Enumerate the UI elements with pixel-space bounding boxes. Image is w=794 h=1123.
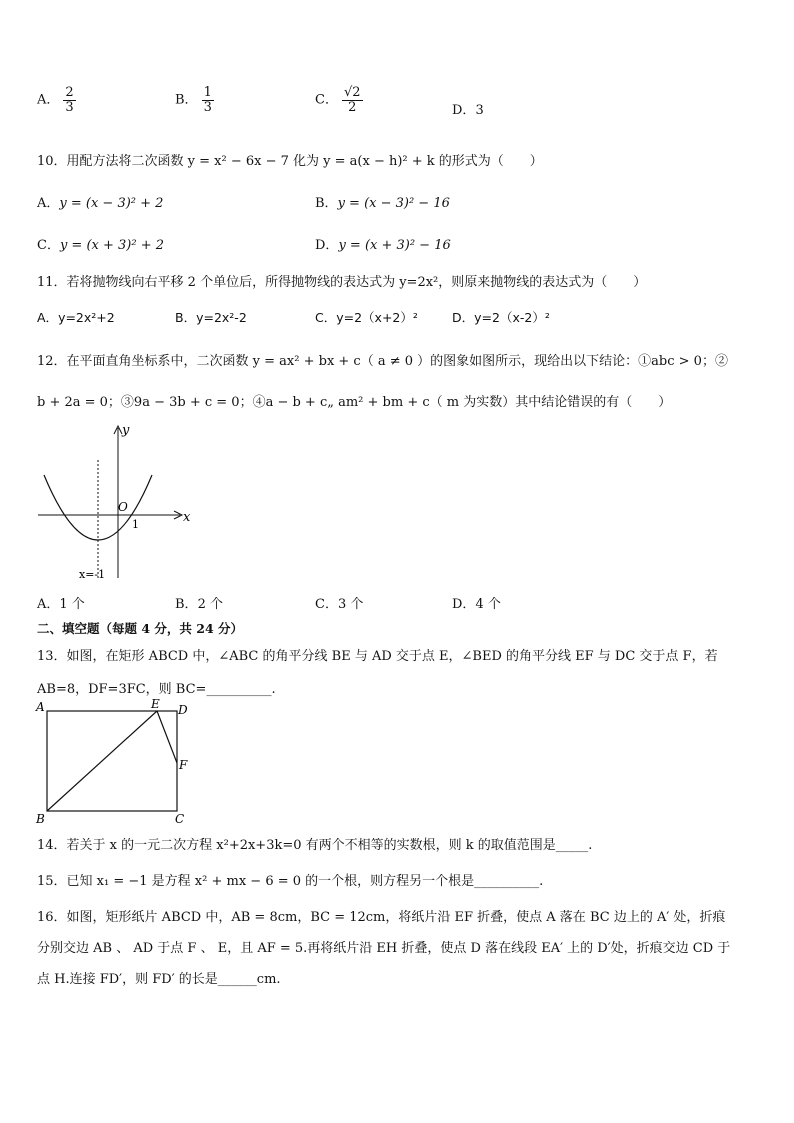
q9-option-c: C． $\frac{√2}{2}$ bbox=[315, 85, 361, 115]
q12-option-b: B．2 个 bbox=[175, 597, 223, 612]
q12-option-c: C．3 个 bbox=[315, 597, 364, 612]
q9-option-d: D．3 bbox=[452, 103, 484, 118]
q11-stem: 11．若将抛物线向右平移 2 个单位后，所得抛物线的表达式为 y=2x²，则原来抛物线的表达式为（ ） bbox=[37, 275, 647, 290]
label-b: B bbox=[36, 812, 45, 826]
q13-rectangle-figure bbox=[30, 697, 200, 827]
one-label: 1 bbox=[132, 518, 139, 531]
q9-c-numerator: √2 bbox=[343, 85, 361, 100]
rectangle-abcd bbox=[47, 711, 177, 811]
q10-option-b: B．y = (x − 3)² − 16 bbox=[315, 196, 450, 211]
q9-b-denominator: 3 bbox=[203, 99, 212, 115]
q9-b-numerator: 1 bbox=[203, 85, 212, 100]
q10-option-a: A．y = (x − 3)² + 2 bbox=[37, 196, 164, 211]
q9-c-denominator: 2 bbox=[348, 99, 357, 115]
q11-option-b: B．y=2x²-2 bbox=[175, 310, 247, 325]
label-a: A bbox=[36, 700, 45, 714]
q12-line2: b + 2a = 0；③9a − 3b + c = 0；④a − b + c„ am² + bm + c（ m 为实数）其中结论错误的有（ ） bbox=[37, 395, 672, 410]
q10-option-c: C．y = (x + 3)² + 2 bbox=[37, 238, 164, 253]
q11-option-d: D．y=2（x-2）² bbox=[452, 310, 550, 325]
q16-line1: 16．如图，矩形纸片 ABCD 中，AB = 8cm，BC = 12cm，将纸片沿 EF 折叠，使点 A 落在 BC 边上的 A′ 处，折痕 bbox=[37, 910, 726, 925]
q12-parabola-graph bbox=[30, 420, 200, 585]
symmetry-label: x=-1 bbox=[79, 568, 106, 581]
q14-text: 14．若关于 x 的一元二次方程 x²+2x+3k=0 有两个不相等的实数根，则 k 的取值范围是_____. bbox=[37, 838, 593, 853]
x-axis-label: x bbox=[183, 510, 191, 525]
q9-a-numerator: 2 bbox=[65, 85, 74, 100]
q11-option-c: C．y=2（x+2）² bbox=[315, 310, 418, 325]
label-e: E bbox=[151, 697, 160, 711]
q10-stem: 10．用配方法将二次函数 y = x² − 6x − 7 化为 y = a(x − h)² + k 的形式为（ ） bbox=[37, 154, 543, 169]
q10-option-d: D．y = (x + 3)² − 16 bbox=[315, 238, 451, 253]
q13-line1: 13．如图，在矩形 ABCD 中，∠ABC 的角平分线 BE 与 AD 交于点 E，∠BED 的角平分线 EF 与 DC 交于点 F，若 bbox=[37, 649, 718, 664]
q9-option-b: B． $\frac{1}{3}$ bbox=[175, 85, 212, 115]
y-axis-label: y bbox=[122, 423, 130, 438]
q12-option-d: D．4 个 bbox=[452, 597, 501, 612]
label-d: D bbox=[178, 703, 188, 717]
label-c: C bbox=[175, 812, 185, 826]
segment-be bbox=[47, 711, 157, 811]
q11-option-a: A．y=2x²+2 bbox=[37, 310, 115, 325]
q15-text: 15．已知 x₁ = −1 是方程 x² + mx − 6 = 0 的一个根，则方程另一个根是__________. bbox=[37, 874, 544, 889]
label-f: F bbox=[179, 758, 188, 772]
q16-line3: 点 H.连接 FD′，则 FD′ 的长是______cm. bbox=[37, 972, 281, 987]
segment-ef bbox=[157, 711, 177, 763]
q12-option-a: A．1 个 bbox=[37, 597, 85, 612]
origin-label: O bbox=[118, 500, 128, 514]
q9-option-a: A． $\frac{2}{3}$ bbox=[37, 85, 74, 115]
q12-line1: 12．在平面直角坐标系中，二次函数 y = ax² + bx + c（ a ≠ 0 ）的图象如图所示，现给出以下结论：①abc > 0；② bbox=[37, 354, 728, 369]
q16-line2: 分别交边 AB 、 AD 于点 F 、 E，且 AF = 5.再将纸片沿 EH 折叠，使点 D 落在线段 EA′ 上的 D′处，折痕交边 CD 于 bbox=[37, 941, 731, 956]
q13-line2: AB=8，DF=3FC，则 BC=__________. bbox=[37, 682, 276, 697]
section-title: 二、填空题（每题 4 分，共 24 分） bbox=[37, 621, 244, 636]
q9-a-denominator: 3 bbox=[65, 99, 74, 115]
